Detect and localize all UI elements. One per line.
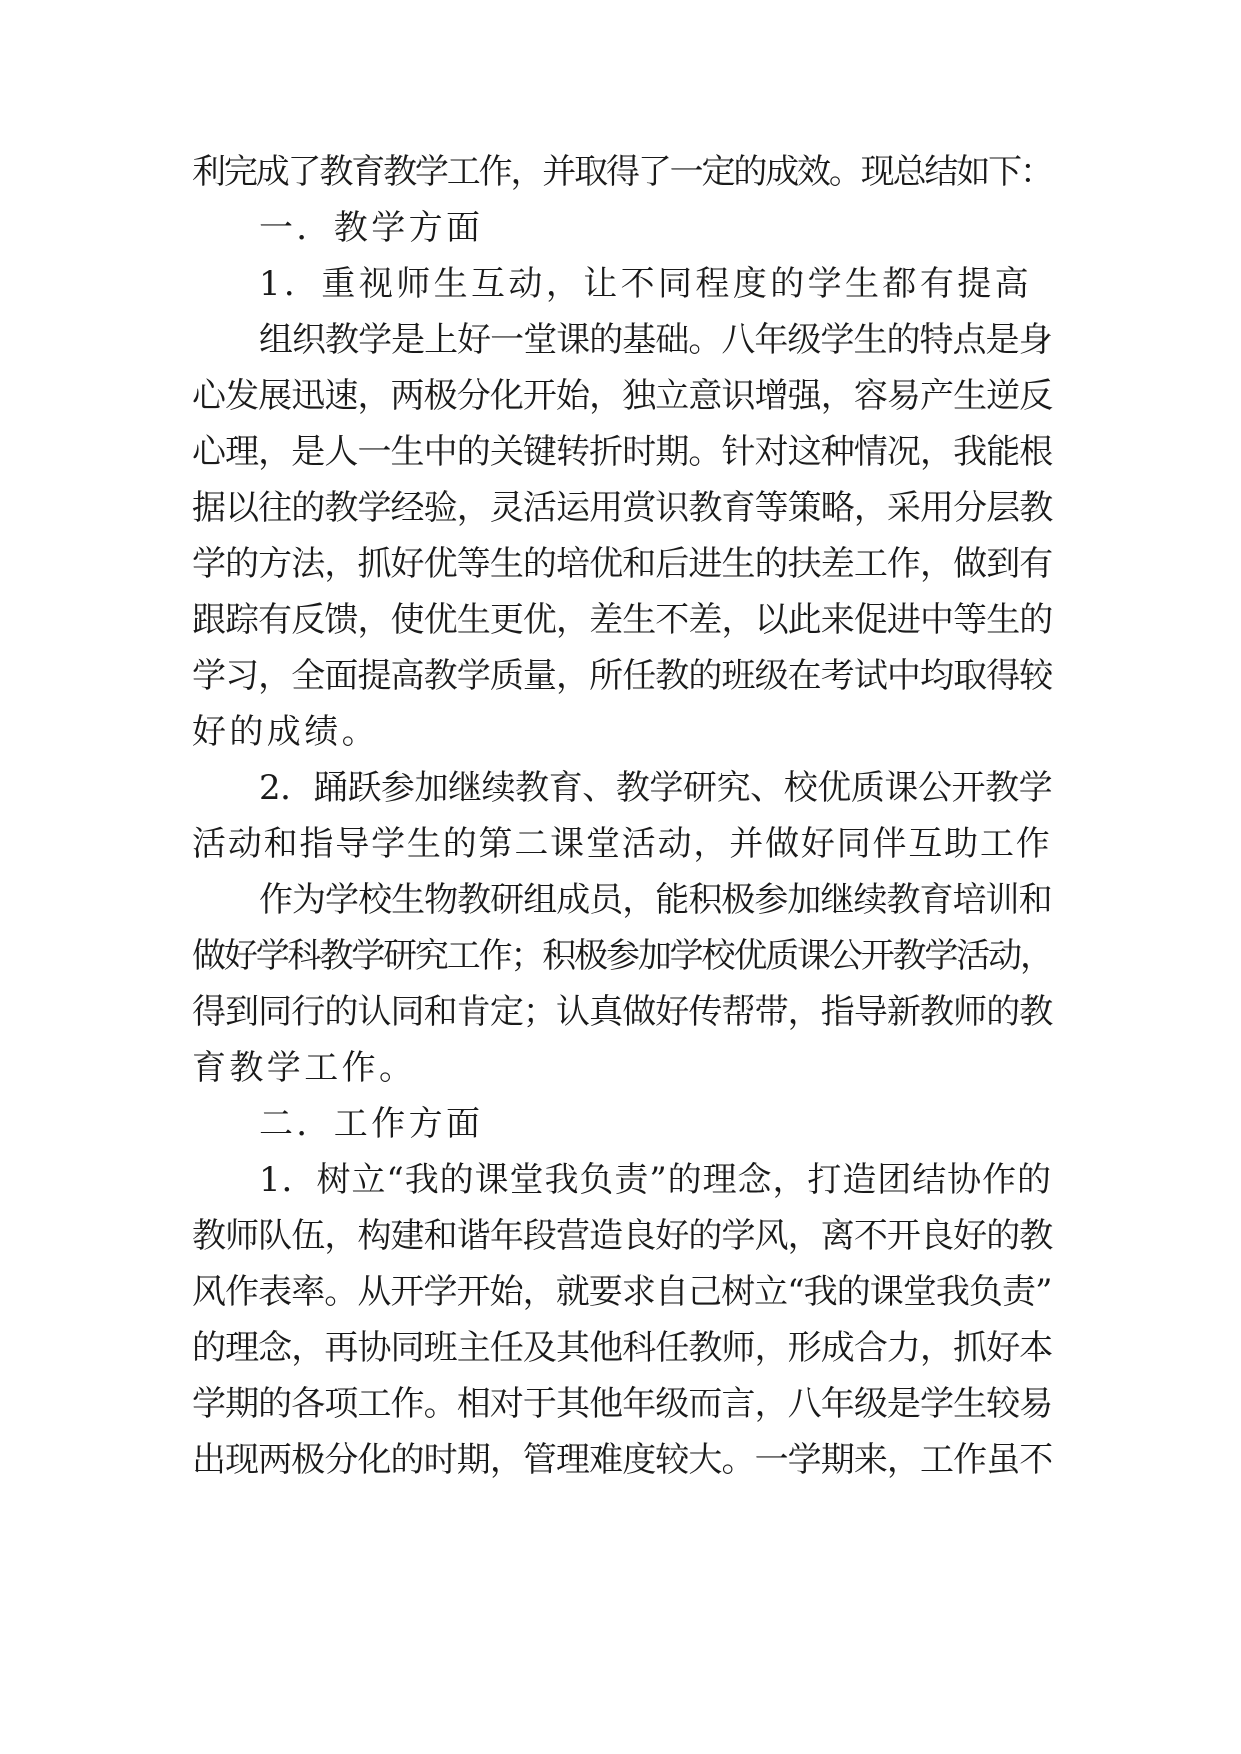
text-line: 据以往的教学经验，灵活运用赏识教育等策略，采用分层教 <box>192 488 1053 528</box>
text-line: 心理，是人一生中的关键转折时期。针对这种情况，我能根 <box>192 432 1053 472</box>
text-line: 教师队伍，构建和谐年段营造良好的学风，离不开良好的教 <box>192 1216 1053 1256</box>
text-line: 学的方法，抓好优等生的培优和后进生的扶差工作，做到有 <box>192 544 1053 584</box>
subsection-heading: 2．踊跃参加继续教育、教学研究、校优质课公开教学 <box>259 768 1053 808</box>
text-line: 心发展迅速，两极分化开始，独立意识增强，容易产生逆反 <box>192 376 1053 416</box>
text-line: 好的成绩。 <box>192 712 379 752</box>
text-line: 活动和指导学生的第二课堂活动，并做好同伴互助工作 <box>192 824 1052 864</box>
text-line: 风作表率。从开学开始，就要求自己树立“我的课堂我负责” <box>192 1272 1052 1312</box>
text-line: 的理念，再协同班主任及其他科任教师，形成合力，抓好本 <box>192 1328 1053 1368</box>
paragraph-start-line: 作为学校生物教研组成员，能积极参加继续教育培训和 <box>259 880 1052 920</box>
text-line: 跟踪有反馈，使优生更优，差生不差，以此来促进中等生的 <box>192 600 1053 640</box>
section-heading: 二．工作方面 <box>259 1104 484 1144</box>
text-line: 做好学科教学研究工作；积极参加学校优质课公开教学活动， <box>192 936 1052 976</box>
text-line: 利完成了教育教学工作，并取得了一定的成效。现总结如下： <box>192 152 1052 192</box>
text-line: 学期的各项工作。相对于其他年级而言，八年级是学生较易 <box>192 1384 1053 1424</box>
text-line: 出现两极分化的时期，管理难度较大。一学期来，工作虽不 <box>192 1440 1053 1480</box>
text-line: 得到同行的认同和肯定；认真做好传帮带，指导新教师的教 <box>192 992 1053 1032</box>
section-heading: 一．教学方面 <box>259 208 484 248</box>
paragraph-start-line: 组织教学是上好一堂课的基础。八年级学生的特点是身 <box>259 320 1052 360</box>
text-line: 育教学工作。 <box>192 1048 417 1088</box>
subsection-heading: 1．重视师生互动，让不同程度的学生都有提高 <box>259 264 1033 304</box>
subsection-heading: 1．树立“我的课堂我负责”的理念，打造团结协作的 <box>259 1160 1052 1200</box>
text-line: 学习，全面提高教学质量，所任教的班级在考试中均取得较 <box>192 656 1053 696</box>
